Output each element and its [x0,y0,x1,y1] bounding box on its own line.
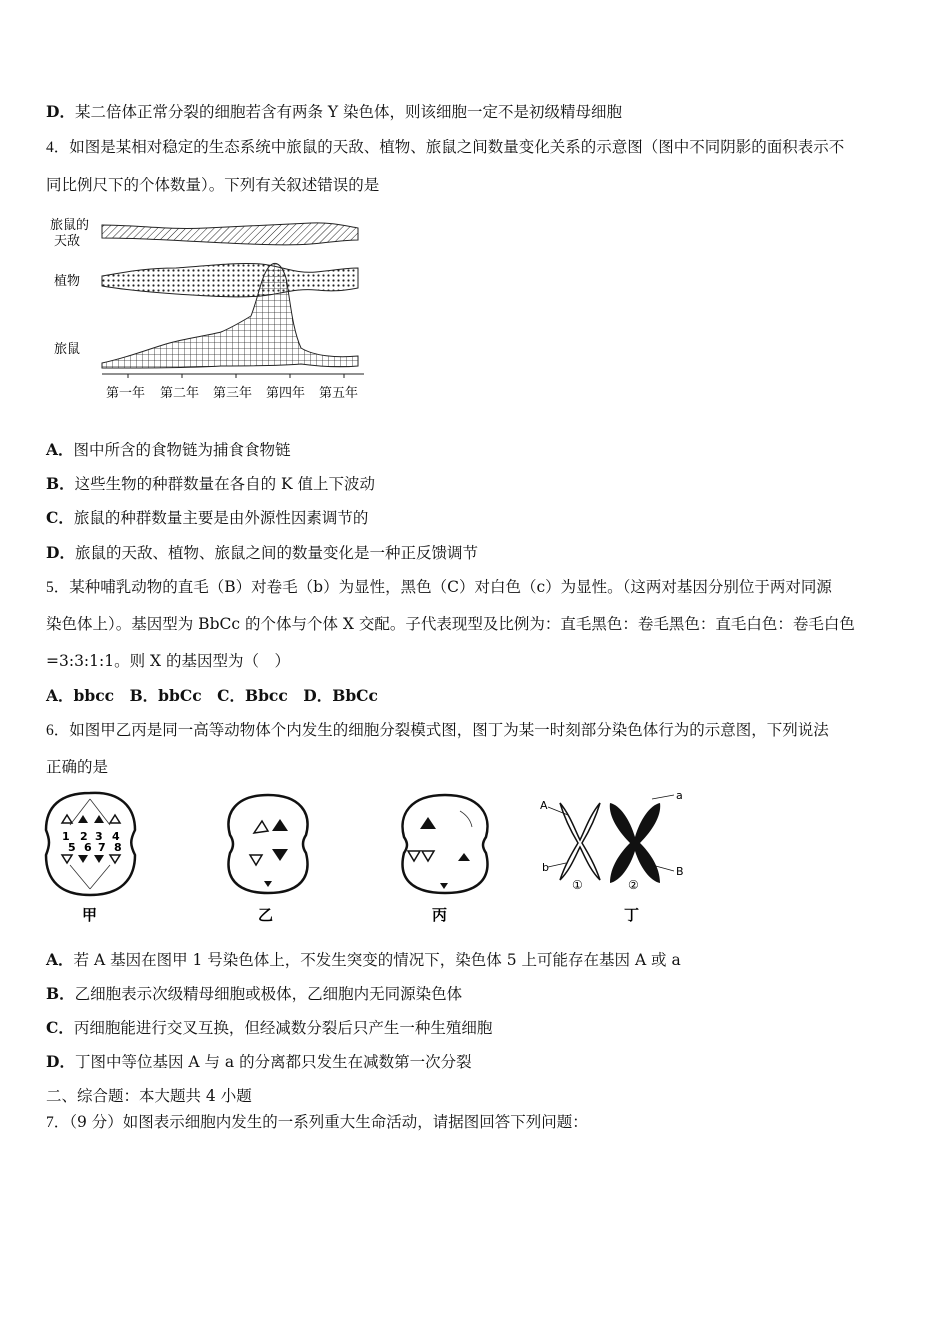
option-letter: D． [46,102,75,121]
q6-option-d [46,1052,472,1072]
question-text: 如图甲乙丙是同一高等动物体个内发生的细胞分裂模式图，图丁为某一时刻部分染色体行为的示意图，下列说法 [69,721,829,739]
option-text: 某二倍体正常分裂的细胞若含有两条 Y 染色体，则该细胞一定不是初级精母细胞 [74,103,623,121]
q4-stem-line1 [46,137,844,158]
question-text: （9 分）如图表示细胞内发生的一系列重大生命活动，请据图回答下列问题： [69,1113,588,1131]
section-title: 二、综合题：本大题共 4 小题 [46,1087,252,1105]
x-axis-ticks [128,374,344,378]
q6-option-b [46,984,462,1004]
q4-option-d [46,543,478,563]
predator-band [102,223,358,245]
option-letter: D． [46,1052,75,1071]
question-text: 如图是某相对稳定的生态系统中旅鼠的天敌、植物、旅鼠之间数量变化关系的示意图（图中不同阴影的面积表示不 [69,138,845,156]
row-label-predator-line1: 旅鼠的 [50,218,90,233]
x-label-year2: 第二年 [160,386,200,401]
option-letter: B． [46,984,75,1003]
question-number: 7． [46,1114,70,1131]
panel-label-jia: 甲 [82,906,98,924]
row-label-plant: 植物 [54,274,81,289]
panel-label-ding: 丁 [624,906,640,924]
gene-label-A: A [540,799,548,812]
q5-stem-line2: 染色体上）。基因型为 BbCc 的个体与个体 X 交配。子代表现型及比例为：直毛黑色：卷毛黑色：直毛白色：卷毛白色 [46,615,855,633]
chromosome-number-2: 2 [80,830,88,843]
question-number: 6． [46,722,70,739]
x-label-year3: 第三年 [213,386,253,401]
q6-stem-line1 [46,720,829,741]
option-text: 丁图中等位基因 A 与 a 的分离都只发生在减数第一次分裂 [74,1053,472,1071]
option-letter: D． [46,543,75,562]
x-label-year1: 第一年 [106,386,146,401]
gene-label-b: b [542,861,549,874]
q6-option-c [46,1018,492,1038]
x-label-year5: 第五年 [319,386,359,401]
q4-stem-line2: 同比例尺下的个体数量）。下列有关叙述错误的是 [46,176,380,194]
chromosome-number-3: 3 [95,830,103,843]
chromosome-number-4: 4 [112,830,120,843]
q6-stem-line2: 正确的是 [46,758,109,776]
option-text: 丙细胞能进行交叉互换，但经减数分裂后只产生一种生殖细胞 [73,1019,493,1037]
q5-options: A．bbcc B．bbCc C．Bbcc D．BbCc [46,686,378,705]
q5-stem-line1 [46,577,832,598]
option-letter: C． [46,1018,74,1037]
q4-option-b [46,474,375,494]
cell-bing [403,795,488,924]
population-chart-figure [46,198,366,408]
chromosome-number-8: 8 [114,841,122,854]
x-label-year4: 第四年 [266,386,306,401]
question-text: 某种哺乳动物的直毛（B）对卷毛（b）为显性，黑色（C）对白色（c）为显性。（这两对基因分别位于两对同源 [69,578,832,596]
option-text: 乙细胞表示次级精母细胞或极体，乙细胞内无同源染色体 [74,985,463,1003]
q3-option-d [46,102,622,122]
gene-label-B: B [676,865,684,878]
panel-label-yi: 乙 [258,906,274,924]
option-text: 旅鼠的天敌、植物、旅鼠之间的数量变化是一种正反馈调节 [74,544,478,562]
cell-jia [46,793,135,924]
option-letter: B． [46,474,75,493]
option-text: 旅鼠的种群数量主要是由外源性因素调节的 [73,509,369,527]
option-letter: A． [46,440,74,459]
q5-stem-line3: =3:3:1:1。则 X 的基因型为（ ） [46,652,290,670]
question-number: 5． [46,579,70,596]
row-label-predator-line2: 天敌 [54,234,81,249]
q6-option-a [46,950,681,970]
question-number: 4． [46,139,70,156]
option-letter: C． [46,508,74,527]
option-text: 这些生物的种群数量在各自的 K 值上下波动 [74,475,376,493]
option-letter: A． [46,950,74,969]
gene-label-a: a [676,789,683,802]
circle-label-1: ① [572,878,583,892]
chromosome-number-7: 7 [98,841,106,854]
q4-option-c [46,508,368,528]
chromosome-number-6: 6 [84,841,92,854]
chromosome-number-1: 1 [62,830,70,843]
cell-yi [229,795,308,924]
q7-stem [46,1112,588,1133]
cell-division-figure [40,785,684,925]
q4-option-a [46,440,291,460]
option-text: 若 A 基因在图甲 1 号染色体上，不发生突变的情况下，染色体 5 上可能存在基因 A 或 a [73,951,681,969]
chromosome-number-5: 5 [68,841,76,854]
row-label-lemming: 旅鼠 [54,342,81,357]
panel-label-bing: 丙 [432,906,448,924]
plant-band [102,263,358,296]
chromosome-pair-ding [540,789,684,924]
option-text: 图中所含的食物链为捕食食物链 [73,441,291,459]
circle-label-2: ② [628,878,639,892]
